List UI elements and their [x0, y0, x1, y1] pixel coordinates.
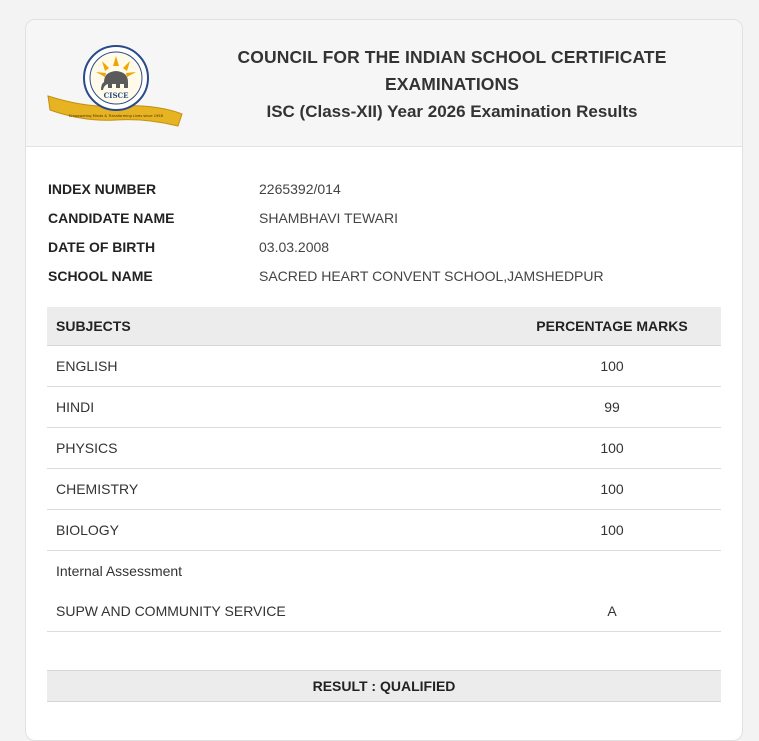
marks-table — [47, 307, 721, 632]
name-label: CANDIDATE NAME — [48, 209, 175, 226]
table-row — [47, 428, 721, 469]
table-row — [47, 551, 721, 592]
subjects-header: SUBJECTS — [47, 307, 503, 346]
header-titles — [216, 44, 688, 125]
table-row — [47, 387, 721, 428]
subject-cell: Internal Assessment — [56, 563, 183, 579]
result-status: RESULT : QUALIFIED — [47, 670, 721, 702]
marks-cell: 100 — [503, 469, 721, 510]
council-title: COUNCIL FOR THE INDIAN SCHOOL CERTIFICATE — [237, 47, 667, 67]
logo-ribbon-text: Empowering Minds & Transforming Lives since 1958 — [69, 114, 163, 118]
marks-cell: 100 — [503, 346, 721, 387]
cisce-logo — [46, 42, 186, 134]
marks-cell: A — [503, 591, 721, 632]
marks-cell: 99 — [503, 387, 721, 428]
table-row — [47, 510, 721, 551]
result-card — [25, 19, 743, 741]
marks-header: PERCENTAGE MARKS — [503, 307, 721, 346]
school-row — [48, 261, 604, 290]
subject-cell: ENGLISH — [47, 346, 503, 387]
marks-cell: 100 — [503, 510, 721, 551]
result-header — [26, 20, 742, 147]
table-row — [47, 346, 721, 387]
exam-title: ISC (Class-XII) Year 2026 Examination Results — [266, 102, 638, 121]
name-row — [48, 203, 604, 232]
subject-cell: PHYSICS — [47, 428, 503, 469]
name-value: SHAMBHAVI TEWARI — [259, 209, 398, 226]
index-value: 2265392/014 — [259, 180, 341, 197]
candidate-info — [48, 174, 604, 290]
index-row — [48, 174, 604, 203]
dob-value: 03.03.2008 — [259, 238, 330, 255]
subject-cell: SUPW AND COMMUNITY SERVICE — [47, 591, 503, 632]
subject-cell: CHEMISTRY — [47, 469, 503, 510]
dob-row — [48, 232, 604, 261]
subject-cell: HINDI — [47, 387, 503, 428]
school-label: SCHOOL NAME — [48, 267, 153, 284]
school-value: SACRED HEART CONVENT SCHOOL,JAMSHEDPUR — [259, 267, 604, 284]
marks-cell: 100 — [503, 428, 721, 469]
marks-cell — [503, 551, 721, 592]
table-row — [47, 469, 721, 510]
marks-header-row — [47, 307, 721, 346]
table-row — [47, 591, 721, 632]
dob-label: DATE OF BIRTH — [48, 238, 156, 255]
index-label: INDEX NUMBER — [48, 180, 157, 197]
subject-cell: BIOLOGY — [47, 510, 503, 551]
logo-text: CISCE — [103, 91, 129, 100]
council-title-line2: EXAMINATIONS — [384, 74, 520, 94]
